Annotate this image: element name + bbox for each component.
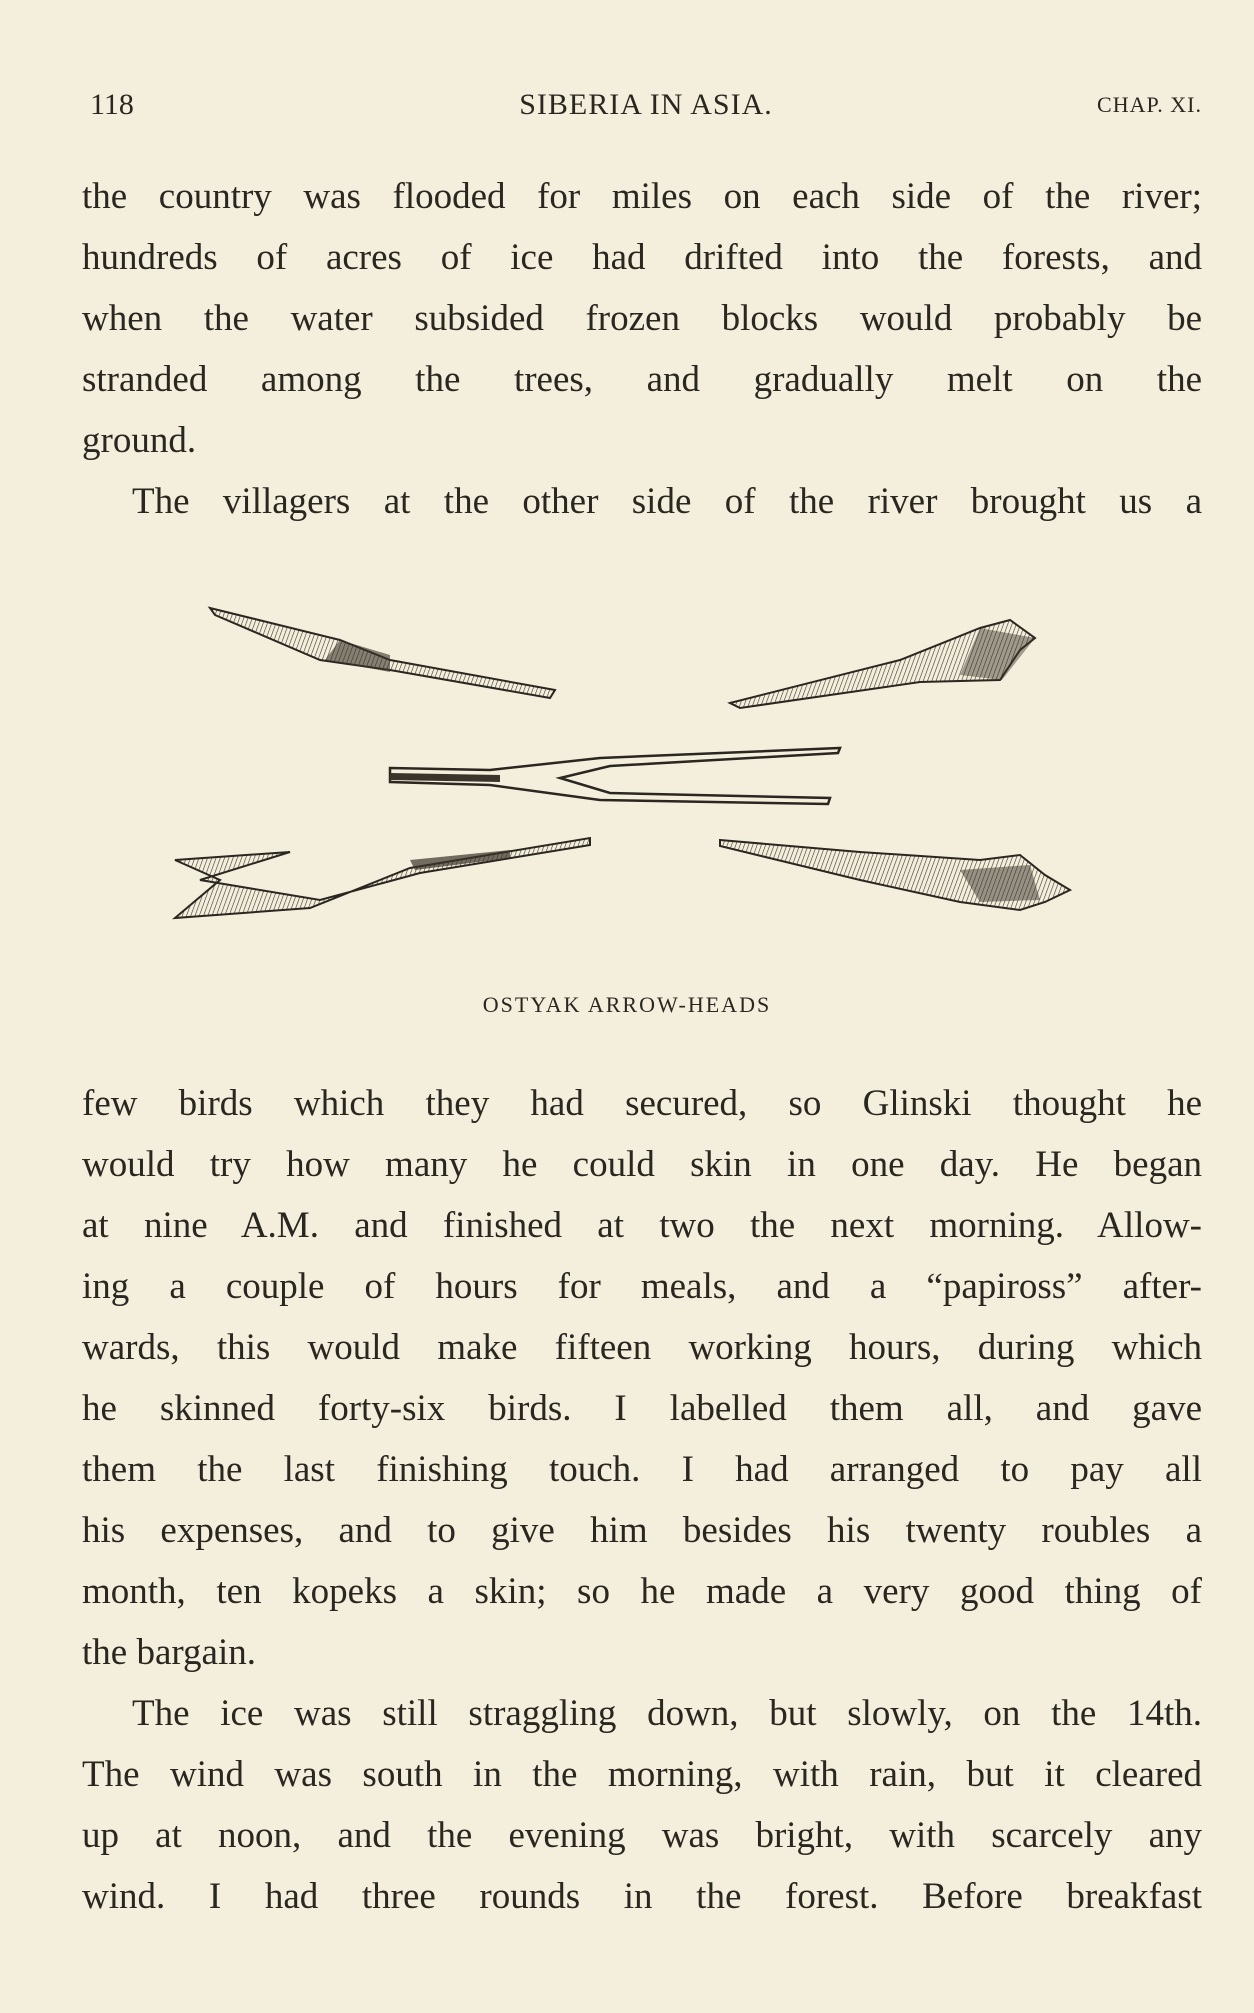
text-line: wind. I had three rounds in the forest. Before breakfast [82, 1876, 1202, 1917]
text-line: his expenses, and to give him besides his twenty roubles a [82, 1510, 1202, 1551]
text-line: month, ten kopeks a skin; so he made a very good thing of [82, 1571, 1202, 1612]
text-line: would try how many he could skin in one day. He began [82, 1144, 1202, 1185]
paragraph-2 [82, 471, 1202, 532]
text-line: them the last finishing touch. I had arranged to pay all [82, 1449, 1202, 1490]
paragraph-4 [82, 1683, 1202, 1927]
text-line: the bargain. [82, 1632, 256, 1673]
text-line: The villagers at the other side of the river brought us a [132, 481, 1202, 522]
arrow-heads-illustration [160, 590, 1160, 930]
arrow-head-3 [390, 748, 840, 804]
text-line: The wind was south in the morning, with rain, but it cleared [82, 1754, 1202, 1795]
text-line: ing a couple of hours for meals, and a “papiross” after- [82, 1266, 1202, 1307]
running-head [90, 88, 1202, 128]
text-line: few birds which they had secured, so Glinski thought he [82, 1083, 1202, 1124]
paragraph-1 [82, 166, 1202, 471]
text-line: when the water subsided frozen blocks would probably be [82, 298, 1202, 339]
figure-caption: OSTYAK ARROW-HEADS [482, 992, 772, 1017]
text-line: ground. [82, 420, 197, 461]
text-line: hundreds of acres of ice had drifted into the forests, and [82, 237, 1202, 278]
arrow-head-2 [730, 620, 1035, 708]
arrow-heads-drawing [160, 590, 1160, 930]
text-line: up at noon, and the evening was bright, with scarcely any [82, 1815, 1202, 1856]
chapter-label: CHAP. XI. [1097, 92, 1202, 117]
paragraph-3 [82, 1073, 1202, 1683]
text-line: the country was flooded for miles on each side of the river; [82, 176, 1202, 217]
text-line: stranded among the trees, and gradually melt on the [82, 359, 1202, 400]
text-line: wards, this would make fifteen working hours, during which [82, 1327, 1202, 1368]
text-line: at nine A.M. and finished at two the next morning. Allow- [82, 1205, 1202, 1246]
arrow-head-1 [210, 608, 555, 698]
arrow-head-5 [720, 840, 1070, 910]
page-number: 118 [90, 88, 134, 121]
text-line: The ice was still straggling down, but slowly, on the 14th. [132, 1693, 1202, 1734]
text-line: he skinned forty-six birds. I labelled them all, and gave [82, 1388, 1202, 1429]
arrow-head-4 [175, 838, 590, 918]
running-title: SIBERIA IN ASIA. [519, 88, 773, 121]
